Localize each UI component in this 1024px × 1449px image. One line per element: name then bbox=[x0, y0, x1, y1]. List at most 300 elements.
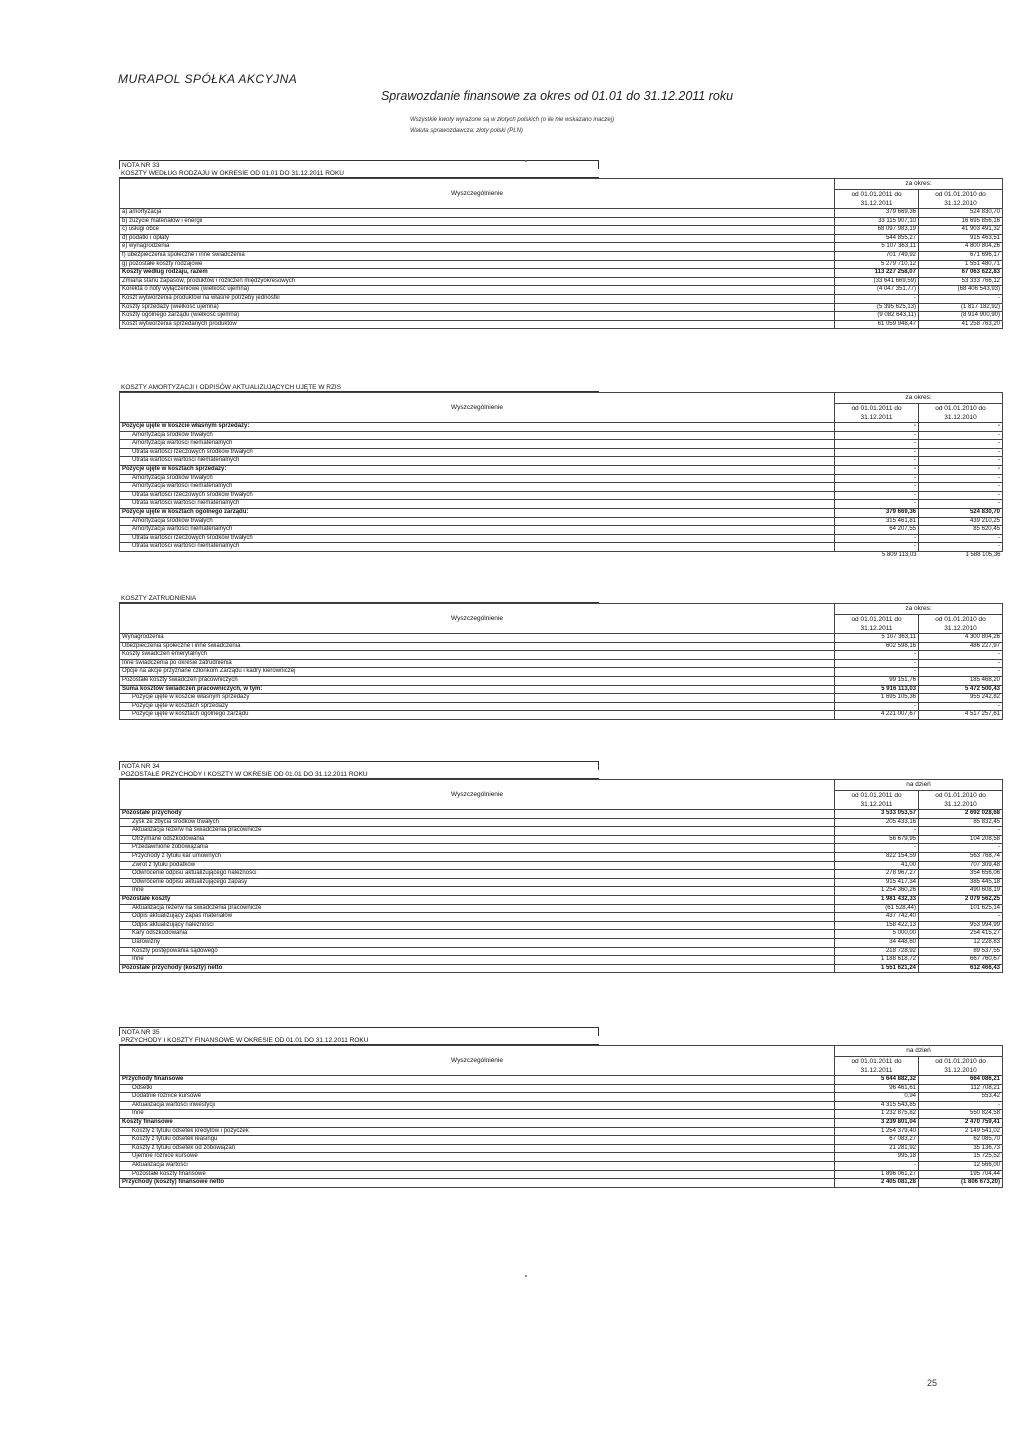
amount-2010: 62 085,70 bbox=[919, 1136, 1003, 1145]
table-row bbox=[120, 1153, 1003, 1162]
table-row bbox=[120, 1110, 1003, 1119]
amount-2010: 53 333 766,12 bbox=[919, 277, 1003, 286]
row-description: Amortyzacja wartości niematerialnych bbox=[120, 483, 835, 492]
amount-2011: - bbox=[835, 668, 919, 677]
table-row bbox=[120, 1136, 1003, 1145]
amount-2010: (1 806 673,20) bbox=[919, 1179, 1003, 1188]
column-header-2010: od 01.01.2010 do 31.12.2010 bbox=[919, 404, 1003, 423]
row-description: Pozycje ujęte w kosztach ogólnego zarządu bbox=[120, 711, 835, 720]
amount-2011: 68 097 983,19 bbox=[835, 226, 919, 235]
row-description: Pozostałe koszty finansowe bbox=[120, 1170, 835, 1179]
amount-2011: 544 855,27 bbox=[835, 234, 919, 243]
amount-2011: - bbox=[835, 659, 919, 668]
row-description: c) usługi obce bbox=[120, 226, 835, 235]
amount-2011: - bbox=[835, 448, 919, 457]
row-description: Odwrócenie odpisu aktualizującego należności bbox=[120, 870, 835, 879]
table-row bbox=[120, 668, 1003, 677]
amount-2010: 915 463,51 bbox=[919, 234, 1003, 243]
amount-2010: - bbox=[919, 465, 1003, 474]
amount-2010: (68 406 543,93) bbox=[919, 286, 1003, 295]
amount-2010: (8 914 900,90) bbox=[919, 312, 1003, 321]
amount-2010: 955 242,82 bbox=[919, 694, 1003, 703]
amount-2011: - bbox=[835, 844, 919, 853]
row-description: Zmiana stanu zapasów, produktów i rozliczeń międzyokresowych bbox=[120, 277, 835, 286]
column-header-description: Wyszczególnienie bbox=[120, 780, 835, 810]
table-row bbox=[120, 286, 1003, 295]
amount-2011: 437 742,40 bbox=[835, 913, 919, 922]
row-description: Koszty świadczeń emerytalnych bbox=[120, 651, 835, 660]
row-description: Amortyzacja środków trwałych bbox=[120, 431, 835, 440]
table-row bbox=[120, 895, 1003, 904]
row-description: Koszty postępowania sądowego bbox=[120, 947, 835, 956]
row-description: Utrata wartości rzeczowych środków trwałych bbox=[120, 534, 835, 543]
row-description: a) amortyzacja bbox=[120, 209, 835, 218]
amount-2010: 563 768,74 bbox=[919, 852, 1003, 861]
amount-2010: 12 566,00 bbox=[919, 1161, 1003, 1170]
amount-2010: - bbox=[919, 543, 1003, 552]
table-row bbox=[120, 431, 1003, 440]
amount-2011: 5 644 882,32 bbox=[835, 1076, 919, 1085]
amount-2010: 486 227,97 bbox=[919, 642, 1003, 651]
amount-2011: 34 448,60 bbox=[835, 938, 919, 947]
row-description: Inne bbox=[120, 1110, 835, 1119]
amount-2010: 16 695 856,16 bbox=[919, 217, 1003, 226]
period-header: za okres: bbox=[835, 604, 1003, 615]
amount-2010: 85 620,45 bbox=[919, 526, 1003, 535]
row-description: Pozycje ujęte w kosztach sprzedaży bbox=[120, 702, 835, 711]
row-description: Aktualizacja wartości inwestycji bbox=[120, 1101, 835, 1110]
amount-2010: 254 415,27 bbox=[919, 930, 1003, 939]
column-header-2011: od 01.01.2011 do 31.12.2011 bbox=[835, 190, 919, 209]
amount-2010: 1 551 480,71 bbox=[919, 260, 1003, 269]
table-row bbox=[120, 517, 1003, 526]
amount-2010: 524 830,70 bbox=[919, 209, 1003, 218]
column-header-2010: od 01.01.2010 do 31.12.2010 bbox=[919, 615, 1003, 634]
row-description: Koszty finansowe bbox=[120, 1118, 835, 1127]
amount-2011: 2 405 081,28 bbox=[835, 1179, 919, 1188]
column-header-2011: od 01.01.2011 do 31.12.2011 bbox=[835, 1057, 919, 1076]
amount-2010: - bbox=[919, 702, 1003, 711]
amount-2011: 379 669,36 bbox=[835, 209, 919, 218]
row-description: Przychody z tytułu kar umownych bbox=[120, 852, 835, 861]
row-description: Pozycje ujęte w kosztach sprzedaży: bbox=[120, 465, 835, 474]
amount-2011: 205 433,16 bbox=[835, 818, 919, 827]
row-description: Zwrot z tytułu podatków bbox=[120, 861, 835, 870]
nota-33-number: NOTA NR 33 bbox=[119, 160, 599, 169]
amount-2010: 385 445,18 bbox=[919, 878, 1003, 887]
amount-2010: 550 824,58 bbox=[919, 1110, 1003, 1119]
amount-2010: - bbox=[919, 448, 1003, 457]
amount-2011: 1 232 875,82 bbox=[835, 1110, 919, 1119]
table-row bbox=[120, 440, 1003, 449]
amount-2010: - bbox=[919, 500, 1003, 509]
amount-2011: 701 749,92 bbox=[835, 251, 919, 260]
amount-2011: - bbox=[835, 827, 919, 836]
row-description: Inne bbox=[120, 887, 835, 896]
table-row bbox=[120, 457, 1003, 466]
amount-2011: 56 679,95 bbox=[835, 835, 919, 844]
table-row bbox=[120, 827, 1003, 836]
row-description: Przedawnione zobowiązania bbox=[120, 844, 835, 853]
amount-2011: 1 551 621,24 bbox=[835, 964, 919, 973]
table-row bbox=[120, 294, 1003, 303]
amount-2010: 664 086,21 bbox=[919, 1076, 1003, 1085]
table-row bbox=[120, 500, 1003, 509]
amount-2011: - bbox=[835, 534, 919, 543]
table-row bbox=[120, 702, 1003, 711]
table-row bbox=[120, 852, 1003, 861]
table-row bbox=[120, 810, 1003, 819]
amount-2010: 1 588 105,36 bbox=[965, 551, 1001, 558]
table-row bbox=[120, 1118, 1003, 1127]
amount-2010: 4 517 257,61 bbox=[919, 711, 1003, 720]
amount-2011: 5 916 113,03 bbox=[835, 685, 919, 694]
row-description: Kary odszkodowania bbox=[120, 930, 835, 939]
row-description: Utrata wartości rzeczowych środków trwałych bbox=[120, 448, 835, 457]
amount-2011: - bbox=[835, 1161, 919, 1170]
row-description: Koszty z tytułu odsetek kredytów i pożyczek bbox=[120, 1127, 835, 1136]
amount-2010: - bbox=[919, 668, 1003, 677]
amount-2011: 4 315 543,85 bbox=[835, 1101, 919, 1110]
row-description: Utrata wartości wartości niematerialnych bbox=[120, 543, 835, 552]
row-description: Darowizny bbox=[120, 938, 835, 947]
table-row bbox=[120, 243, 1003, 252]
table-row bbox=[120, 1101, 1003, 1110]
table-row bbox=[120, 861, 1003, 870]
amount-2011: 64 207,55 bbox=[835, 526, 919, 535]
amount-2010: 104 208,58 bbox=[919, 835, 1003, 844]
table-row bbox=[120, 508, 1003, 517]
nota-35-title: PRZYCHODY I KOSZTY FINANSOWE W OKRESIE OD 01.01 DO 31.12.2011 ROKU bbox=[119, 1036, 599, 1045]
table-row bbox=[120, 320, 1003, 329]
row-description: Przychody finansowe bbox=[120, 1076, 835, 1085]
row-description: Zysk ze zbycia środków trwałych bbox=[120, 818, 835, 827]
amount-2010: 15 725,52 bbox=[919, 1153, 1003, 1162]
amount-2011: 3 239 801,04 bbox=[835, 1118, 919, 1127]
amount-2011: 995,18 bbox=[835, 1153, 919, 1162]
amount-2011: (33 641 669,59) bbox=[835, 277, 919, 286]
row-description: Koszt wytworzenia produktów na własne potrzeby jednostki bbox=[120, 294, 835, 303]
table-row bbox=[120, 711, 1003, 720]
row-description: g) pozostałe koszty rodzajowe bbox=[120, 260, 835, 269]
amount-2011: - bbox=[835, 474, 919, 483]
amount-2011: - bbox=[835, 491, 919, 500]
amount-2011: 915 417,34 bbox=[835, 878, 919, 887]
table-row bbox=[120, 269, 1003, 278]
table-row bbox=[120, 913, 1003, 922]
amount-2011: 822 154,59 bbox=[835, 852, 919, 861]
row-description: Pozycje ujęte w koszcie własnym sprzedaży: bbox=[120, 423, 835, 432]
table-row bbox=[120, 277, 1003, 286]
employment-table bbox=[119, 603, 1003, 720]
amount-2010: - bbox=[919, 913, 1003, 922]
row-description: Koszty ogólnego zarządu (wielkość ujemna) bbox=[120, 312, 835, 321]
amount-2010: 41 903 491,32 bbox=[919, 226, 1003, 235]
amount-2010: 2 079 562,25 bbox=[919, 895, 1003, 904]
row-description: Amortyzacja środków trwałych bbox=[120, 474, 835, 483]
nota-35-table bbox=[119, 1045, 1003, 1188]
amount-2011: - bbox=[835, 702, 919, 711]
amount-2011: - bbox=[835, 500, 919, 509]
column-header-2011: od 01.01.2011 do 31.12.2011 bbox=[835, 791, 919, 810]
table-row bbox=[120, 676, 1003, 685]
table-row bbox=[120, 209, 1003, 218]
table-row bbox=[120, 921, 1003, 930]
period-header: za okres: bbox=[835, 393, 1003, 404]
row-description: Amortyzacja wartości niematerialnych bbox=[120, 526, 835, 535]
column-header-2011: od 01.01.2011 do 31.12.2011 bbox=[835, 404, 919, 423]
row-description: Aktualizacja rezerw na świadczenia pracownicze bbox=[120, 827, 835, 836]
row-description: Inne bbox=[120, 956, 835, 965]
amount-2011: - bbox=[835, 457, 919, 466]
amount-2011: 33 115 907,10 bbox=[835, 217, 919, 226]
amount-2011: 61 059 948,47 bbox=[835, 320, 919, 329]
amount-2011: 41,00 bbox=[835, 861, 919, 870]
table-row bbox=[120, 904, 1003, 913]
table-row bbox=[120, 465, 1003, 474]
row-description: Koszty według rodzaju, razem bbox=[120, 269, 835, 278]
table-row bbox=[120, 1076, 1003, 1085]
table-row bbox=[120, 938, 1003, 947]
amount-2010: - bbox=[919, 457, 1003, 466]
currency-note: Waluta sprawozdawcza: złoty polski (PLN) bbox=[410, 128, 523, 134]
amount-2010: 85 832,45 bbox=[919, 818, 1003, 827]
row-description: Koszty sprzedaży (wielkość ujemna) bbox=[120, 303, 835, 312]
period-header: na dzień bbox=[835, 780, 1003, 791]
amount-2010: 35 136,73 bbox=[919, 1144, 1003, 1153]
row-description: Inne świadczenia po okresie zatrudnienia bbox=[120, 659, 835, 668]
amount-2011: (5 395 625,13) bbox=[835, 303, 919, 312]
column-header-description: Wyszczególnienie bbox=[120, 604, 835, 634]
amount-2010: 41 258 763,20 bbox=[919, 320, 1003, 329]
table-row bbox=[120, 1179, 1003, 1188]
table-row bbox=[120, 1127, 1003, 1136]
amount-2011: - bbox=[835, 423, 919, 432]
nota-34-title: POZOSTAŁE PRZYCHODY I KOSZTY W OKRESIE OD 01.01 DO 31.12.2011 ROKU bbox=[119, 770, 599, 779]
table-row bbox=[120, 217, 1003, 226]
amount-2010: 101 625,14 bbox=[919, 904, 1003, 913]
company-name: MURAPOL SPÓŁKA AKCYJNA bbox=[118, 72, 298, 86]
amortization-title: KOSZTY AMORTYZACJI I ODPISÓW AKTUALIZUJĄCYCH UJĘTE W RZIS bbox=[119, 383, 599, 392]
nota-34-table bbox=[119, 779, 1003, 973]
table-row bbox=[120, 543, 1003, 552]
amount-2010: 953 994,99 bbox=[919, 921, 1003, 930]
row-description: Utrata wartości wartości niematerialnych bbox=[120, 500, 835, 509]
row-description: Dodatnie różnice kursowe bbox=[120, 1093, 835, 1102]
table-row bbox=[120, 1093, 1003, 1102]
amount-2011: 602 598,16 bbox=[835, 642, 919, 651]
amount-2011: 1 981 432,33 bbox=[835, 895, 919, 904]
amortization-table bbox=[119, 392, 1003, 560]
table-row bbox=[120, 303, 1003, 312]
row-description: Pozostałe przychody (koszty) netto bbox=[120, 964, 835, 973]
nota-35-section bbox=[119, 1027, 1002, 1188]
table-row bbox=[120, 483, 1003, 492]
row-description: Odpis aktualizujący należności bbox=[120, 921, 835, 930]
amount-2011: 1 188 618,72 bbox=[835, 956, 919, 965]
amount-2011: 0,94 bbox=[835, 1093, 919, 1102]
table-row bbox=[120, 1161, 1003, 1170]
amount-2011: 5 107 363,11 bbox=[835, 243, 919, 252]
amount-2011: - bbox=[835, 543, 919, 552]
amount-2010: 112 708,21 bbox=[919, 1084, 1003, 1093]
row-description: Opcje na akcje przyznane członkom Zarządu i kadry kierowniczej bbox=[120, 668, 835, 677]
amount-2011: 1 896 061,27 bbox=[835, 1170, 919, 1179]
amount-2010: 612 466,43 bbox=[919, 964, 1003, 973]
table-row bbox=[120, 835, 1003, 844]
amount-2011: - bbox=[835, 465, 919, 474]
row-description: Odwrócenie odpisu aktualizującego zapasy bbox=[120, 878, 835, 887]
table-row bbox=[120, 642, 1003, 651]
row-description: Amortyzacja środków trwałych bbox=[120, 517, 835, 526]
table-row bbox=[120, 423, 1003, 432]
amount-2010: 4 300 804,26 bbox=[919, 634, 1003, 643]
amount-2010: - bbox=[919, 534, 1003, 543]
table-row bbox=[120, 930, 1003, 939]
table-row bbox=[120, 226, 1003, 235]
amount-2010: - bbox=[919, 483, 1003, 492]
row-description: Ujemne różnice kursowe bbox=[120, 1153, 835, 1162]
amount-2010: 439 210,25 bbox=[919, 517, 1003, 526]
row-description: Aktualizacja wartości bbox=[120, 1161, 835, 1170]
amount-2010: - bbox=[919, 440, 1003, 449]
table-row bbox=[120, 312, 1003, 321]
amount-2010: - bbox=[919, 431, 1003, 440]
amount-2010: - bbox=[919, 474, 1003, 483]
amount-2010: 524 830,70 bbox=[919, 508, 1003, 517]
row-description: Koszty z tytułu odsetek od zobowiązań bbox=[120, 1144, 835, 1153]
amount-2011: 315 461,81 bbox=[835, 517, 919, 526]
row-description: b) zużycie materiałów i energii bbox=[120, 217, 835, 226]
row-description: Pozycje ujęte w kosztach ogólnego zarządu: bbox=[120, 508, 835, 517]
amount-2010: 4 800 804,26 bbox=[919, 243, 1003, 252]
amount-2010: - bbox=[919, 491, 1003, 500]
row-description: Odpis aktualizujący zapas materiałów bbox=[120, 913, 835, 922]
amount-2011: 5 000,00 bbox=[835, 930, 919, 939]
nota-33-table bbox=[119, 178, 1003, 329]
column-header-description: Wyszczególnienie bbox=[120, 179, 835, 209]
page-number: 25 bbox=[927, 1378, 938, 1388]
amount-2011: 1 695 105,36 bbox=[835, 694, 919, 703]
table-row bbox=[120, 694, 1003, 703]
amount-2010: - bbox=[919, 659, 1003, 668]
scan-speck bbox=[525, 1275, 527, 1277]
column-header-2010: od 01.01.2010 do 31.12.2010 bbox=[919, 190, 1003, 209]
amount-2011: 67 083,27 bbox=[835, 1136, 919, 1145]
scan-speck bbox=[525, 160, 527, 162]
row-description: Amortyzacja wartości niematerialnych bbox=[120, 440, 835, 449]
amount-2011: 1 254 360,26 bbox=[835, 887, 919, 896]
row-description: Ubezpieczenia społeczne i inne świadczenia bbox=[120, 642, 835, 651]
amount-2010: - bbox=[919, 294, 1003, 303]
amount-2010: 2 149 541,02 bbox=[919, 1127, 1003, 1136]
table-row bbox=[120, 1144, 1003, 1153]
amount-2010: (1 817 182,92) bbox=[919, 303, 1003, 312]
nota-34-number: NOTA NR 34 bbox=[119, 761, 599, 770]
nota-34-section bbox=[119, 761, 1002, 973]
amount-2010: 67 063 622,83 bbox=[919, 269, 1003, 278]
amount-2010: 89 537,55 bbox=[919, 947, 1003, 956]
row-description: Pozostałe koszty świadczeń pracowniczych bbox=[120, 676, 835, 685]
column-header-2010: od 01.01.2010 do 31.12.2010 bbox=[919, 1057, 1003, 1076]
table-row bbox=[120, 870, 1003, 879]
report-title: Sprawozdanie finansowe za okres od 01.01 do 31.12.2011 roku bbox=[380, 89, 734, 103]
row-description: f) ubezpieczenia społeczne i inne świadczenia bbox=[120, 251, 835, 260]
table-row bbox=[120, 474, 1003, 483]
row-description: d) podatki i opłaty bbox=[120, 234, 835, 243]
table-row bbox=[120, 659, 1003, 668]
amount-2010: 553,42 bbox=[919, 1093, 1003, 1102]
column-header-2010: od 01.01.2010 do 31.12.2010 bbox=[919, 791, 1003, 810]
amount-2011: 5 809 113,03 bbox=[881, 551, 917, 558]
amount-2010: - bbox=[919, 651, 1003, 660]
amount-2010: 2 470 759,41 bbox=[919, 1118, 1003, 1127]
table-row bbox=[120, 964, 1003, 973]
amount-2010: 12 228,83 bbox=[919, 938, 1003, 947]
nota-35-number: NOTA NR 35 bbox=[119, 1027, 599, 1036]
row-description: Pozostałe przychody bbox=[120, 810, 835, 819]
row-description: Koszty z tytułu odsetek leasingu bbox=[120, 1136, 835, 1145]
amount-2011: 158 422,13 bbox=[835, 921, 919, 930]
amount-2011: - bbox=[835, 483, 919, 492]
period-header: za okres: bbox=[835, 179, 1003, 190]
row-description: Suma kosztów świadczeń pracowniczych, w tym: bbox=[120, 685, 835, 694]
amounts-note: Wszystkie kwoty wyrażone są w złotych polskich (o ile nie wskazano inaczej) bbox=[410, 117, 615, 123]
amount-2011: - bbox=[835, 651, 919, 660]
amount-2010: 185 468,20 bbox=[919, 676, 1003, 685]
column-header-2011: od 01.01.2011 do 31.12.2011 bbox=[835, 615, 919, 634]
table-row bbox=[120, 844, 1003, 853]
amount-2011: - bbox=[835, 294, 919, 303]
row-description: Koszt wytworzenia sprzedanych produktów bbox=[120, 320, 835, 329]
employment-title: KOSZTY ZATRUDNIENIA bbox=[119, 594, 599, 603]
row-description: Otrzymane odszkodowania bbox=[120, 835, 835, 844]
amount-2011: 5 279 710,12 bbox=[835, 260, 919, 269]
table-row bbox=[120, 947, 1003, 956]
amount-2010: - bbox=[919, 1101, 1003, 1110]
table-row bbox=[120, 526, 1003, 535]
table-row bbox=[120, 634, 1003, 643]
table-row bbox=[120, 651, 1003, 660]
amount-2010: - bbox=[919, 827, 1003, 836]
table-row bbox=[120, 534, 1003, 543]
table-row bbox=[120, 491, 1003, 500]
table-row bbox=[120, 878, 1003, 887]
amount-2011: (9 082 643,11) bbox=[835, 312, 919, 321]
amount-2011: 21 281,92 bbox=[835, 1144, 919, 1153]
amount-2011: 4 221 007,67 bbox=[835, 711, 919, 720]
row-description: Pozostałe koszty bbox=[120, 895, 835, 904]
amount-2010: 671 696,17 bbox=[919, 251, 1003, 260]
amount-2011: 5 107 363,11 bbox=[835, 634, 919, 643]
amount-2011: (4 047 351,77) bbox=[835, 286, 919, 295]
amount-2011: 96 461,61 bbox=[835, 1084, 919, 1093]
amount-2010: 707 309,48 bbox=[919, 861, 1003, 870]
row-description: Aktualizacja rezerw na świadczenia pracownicze bbox=[120, 904, 835, 913]
amount-2011: 278 967,27 bbox=[835, 870, 919, 879]
amount-2011: - bbox=[835, 440, 919, 449]
row-description: Utrata wartości wartości niematerialnych bbox=[120, 457, 835, 466]
column-header-description: Wyszczególnienie bbox=[120, 393, 835, 423]
row-description: Korekta o noty wyłączeniowe (wielkość ujemna) bbox=[120, 286, 835, 295]
table-row bbox=[120, 260, 1003, 269]
table-row bbox=[120, 818, 1003, 827]
amount-2011: (61 528,44) bbox=[835, 904, 919, 913]
amount-2010: 667 760,67 bbox=[919, 956, 1003, 965]
nota-33-section bbox=[119, 160, 1002, 329]
amortization-extra-row bbox=[120, 551, 1003, 559]
row-description: Utrata wartości rzeczowych środków trwałych bbox=[120, 491, 835, 500]
